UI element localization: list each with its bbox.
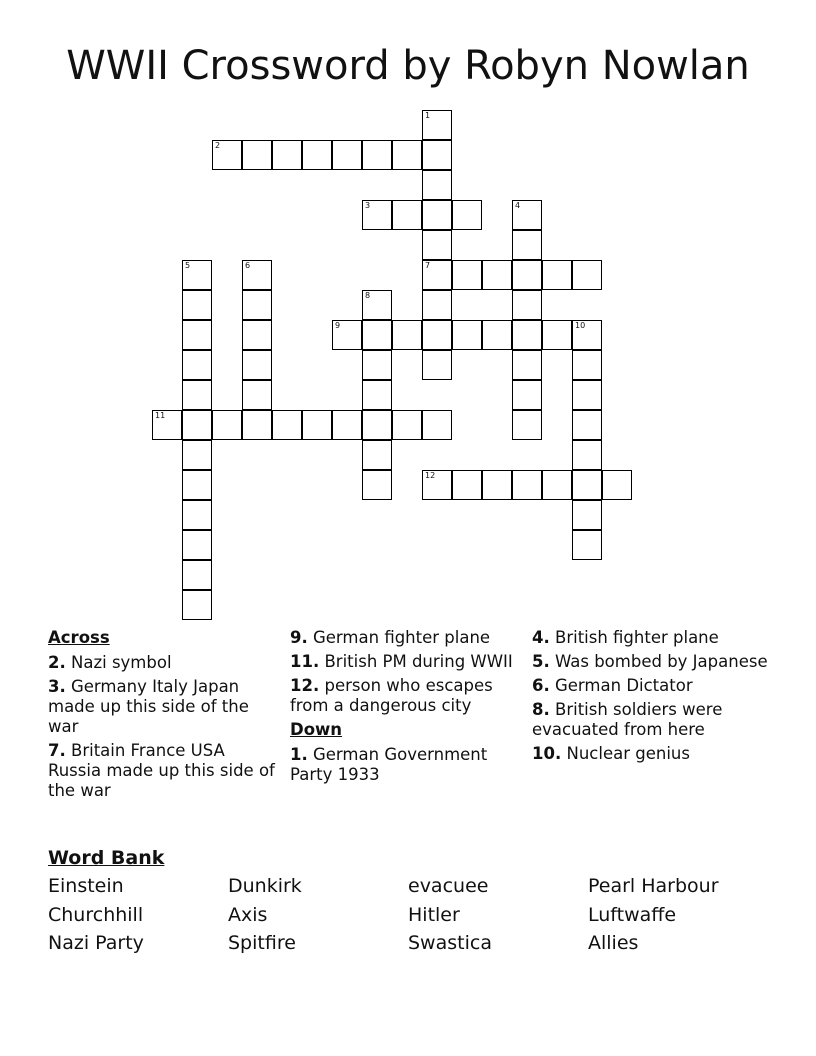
clue-down-6: 6. German Dictator [532, 676, 693, 695]
clue-down-4: 4. British fighter plane [532, 628, 719, 647]
crossword-cell[interactable] [512, 290, 542, 320]
crossword-cell[interactable] [422, 170, 452, 200]
crossword-cell[interactable] [572, 410, 602, 440]
clue-number: 2 [215, 141, 221, 150]
crossword-cell[interactable] [362, 200, 392, 230]
clue-number: 10 [575, 321, 586, 330]
crossword-cell[interactable] [452, 470, 482, 500]
crossword-cell[interactable] [482, 470, 512, 500]
crossword-cell[interactable] [272, 140, 302, 170]
crossword-cell[interactable] [242, 350, 272, 380]
crossword-cell[interactable] [572, 500, 602, 530]
crossword-cell[interactable] [482, 320, 512, 350]
crossword-cell[interactable] [182, 470, 212, 500]
word-bank-item: Einstein [48, 875, 124, 897]
clue-number: 8 [365, 291, 371, 300]
crossword-cell[interactable] [422, 200, 452, 230]
crossword-cell[interactable] [512, 380, 542, 410]
crossword-cell[interactable] [182, 290, 212, 320]
page-title: WWII Crossword by Robyn Nowlan [66, 43, 750, 89]
crossword-cell[interactable] [182, 260, 212, 290]
crossword-cell[interactable] [182, 500, 212, 530]
crossword-cell[interactable] [362, 380, 392, 410]
crossword-cell[interactable] [332, 140, 362, 170]
crossword-cell[interactable] [332, 320, 362, 350]
clue-across-9: 9. German fighter plane [290, 628, 491, 647]
crossword-cell[interactable] [272, 410, 302, 440]
crossword-cell[interactable] [392, 140, 422, 170]
clue-number: 11 [155, 411, 166, 420]
clue-across-11: 11. British PM during WWII [290, 652, 513, 671]
crossword-cell[interactable] [212, 410, 242, 440]
crossword-cell[interactable] [242, 410, 272, 440]
word-bank-item: Luftwaffe [588, 904, 677, 926]
crossword-cell[interactable] [422, 230, 452, 260]
crossword-cell[interactable] [512, 350, 542, 380]
crossword-cell[interactable] [512, 260, 542, 290]
crossword-cell[interactable] [422, 350, 452, 380]
crossword-cell[interactable] [302, 140, 332, 170]
crossword-cell[interactable] [572, 470, 602, 500]
clue-number: 12 [425, 471, 436, 480]
crossword-cell[interactable] [542, 320, 572, 350]
clue-down-8: 8. British soldiers were evacuated from here [532, 700, 723, 739]
crossword-cell[interactable] [422, 110, 452, 140]
clue-number: 4 [515, 201, 521, 210]
crossword-cell[interactable] [512, 230, 542, 260]
crossword-cell[interactable] [452, 200, 482, 230]
crossword-cell[interactable] [572, 440, 602, 470]
crossword-cell[interactable] [362, 410, 392, 440]
clue-number: 7 [425, 261, 431, 270]
crossword-cell[interactable] [602, 470, 632, 500]
crossword-cell[interactable] [422, 410, 452, 440]
clue-across-12: 12. person who escapes from a dangerous city [290, 676, 493, 715]
crossword-cell[interactable] [392, 200, 422, 230]
clue-down-10: 10. Nuclear genius [532, 744, 690, 763]
crossword-cell[interactable] [152, 410, 182, 440]
crossword-cell[interactable] [572, 530, 602, 560]
crossword-cell[interactable] [512, 470, 542, 500]
clue-across-2: 2. Nazi symbol [48, 653, 172, 672]
clue-number: 6 [245, 261, 251, 270]
clue-number: 9 [335, 321, 341, 330]
word-bank-item: Spitfire [228, 932, 296, 954]
crossword-cell[interactable] [512, 200, 542, 230]
word-bank-item: Churchhill [48, 904, 144, 926]
crossword-cell[interactable] [572, 380, 602, 410]
crossword-cell[interactable] [362, 290, 392, 320]
crossword-cell[interactable] [392, 320, 422, 350]
crossword-cell[interactable] [392, 410, 422, 440]
word-bank-item: Dunkirk [228, 875, 302, 897]
crossword-cell[interactable] [362, 140, 392, 170]
crossword-cell[interactable] [242, 380, 272, 410]
word-bank-item: Hitler [408, 904, 460, 926]
crossword-cell[interactable] [182, 410, 212, 440]
clue-across-3: 3. Germany Italy Japan made up this side of the war [48, 677, 249, 736]
crossword-cell[interactable] [182, 530, 212, 560]
word-bank-item: Allies [588, 932, 639, 954]
crossword-cell[interactable] [512, 320, 542, 350]
crossword-cell[interactable] [182, 350, 212, 380]
crossword-cell[interactable] [242, 260, 272, 290]
crossword-cell[interactable] [362, 320, 392, 350]
crossword-cell[interactable] [422, 290, 452, 320]
crossword-cell[interactable] [362, 350, 392, 380]
crossword-cell[interactable] [182, 560, 212, 590]
word-bank-item: Swastica [408, 932, 492, 954]
crossword-cell[interactable] [452, 260, 482, 290]
crossword-cell[interactable] [422, 140, 452, 170]
crossword-cell[interactable] [482, 260, 512, 290]
crossword-cell[interactable] [452, 320, 482, 350]
crossword-cell[interactable] [332, 410, 362, 440]
crossword-cell[interactable] [572, 320, 602, 350]
clues-column-3 [532, 628, 772, 768]
clue-down-1: 1. German Government Party 1933 [290, 745, 488, 784]
clue-number: 5 [185, 261, 191, 270]
crossword-cell[interactable] [242, 140, 272, 170]
crossword-cell[interactable] [362, 470, 392, 500]
clue-number: 3 [365, 201, 371, 210]
crossword-cell[interactable] [512, 410, 542, 440]
clue-down-5: 5. Was bombed by Japanese [532, 652, 768, 671]
crossword-cell[interactable] [242, 320, 272, 350]
crossword-cell[interactable] [242, 290, 272, 320]
crossword-cell[interactable] [572, 260, 602, 290]
word-bank-heading: Word Bank [48, 847, 165, 869]
crossword-cell[interactable] [212, 140, 242, 170]
word-bank-item: Pearl Harbour [588, 875, 719, 897]
crossword-cell[interactable] [422, 470, 452, 500]
crossword-cell[interactable] [182, 440, 212, 470]
clue-across-7: 7. Britain France USA Russia made up this side of the war [48, 741, 275, 800]
crossword-cell[interactable] [422, 320, 452, 350]
word-bank-item: Axis [228, 904, 268, 926]
crossword-cell[interactable] [302, 410, 332, 440]
clue-number: 1 [425, 111, 431, 120]
crossword-cell[interactable] [542, 470, 572, 500]
crossword-cell[interactable] [572, 350, 602, 380]
crossword-cell[interactable] [362, 440, 392, 470]
crossword-cell[interactable] [542, 260, 572, 290]
clues-column-1 [48, 628, 278, 805]
crossword-cell[interactable] [182, 380, 212, 410]
crossword-cell[interactable] [422, 260, 452, 290]
crossword-cell[interactable] [182, 590, 212, 620]
down-heading: Down [290, 720, 343, 739]
clues-column-2 [290, 628, 515, 789]
word-bank-item: Nazi Party [48, 932, 144, 954]
crossword-cell[interactable] [182, 320, 212, 350]
across-heading: Across [48, 628, 110, 647]
word-bank-item: evacuee [408, 875, 489, 897]
